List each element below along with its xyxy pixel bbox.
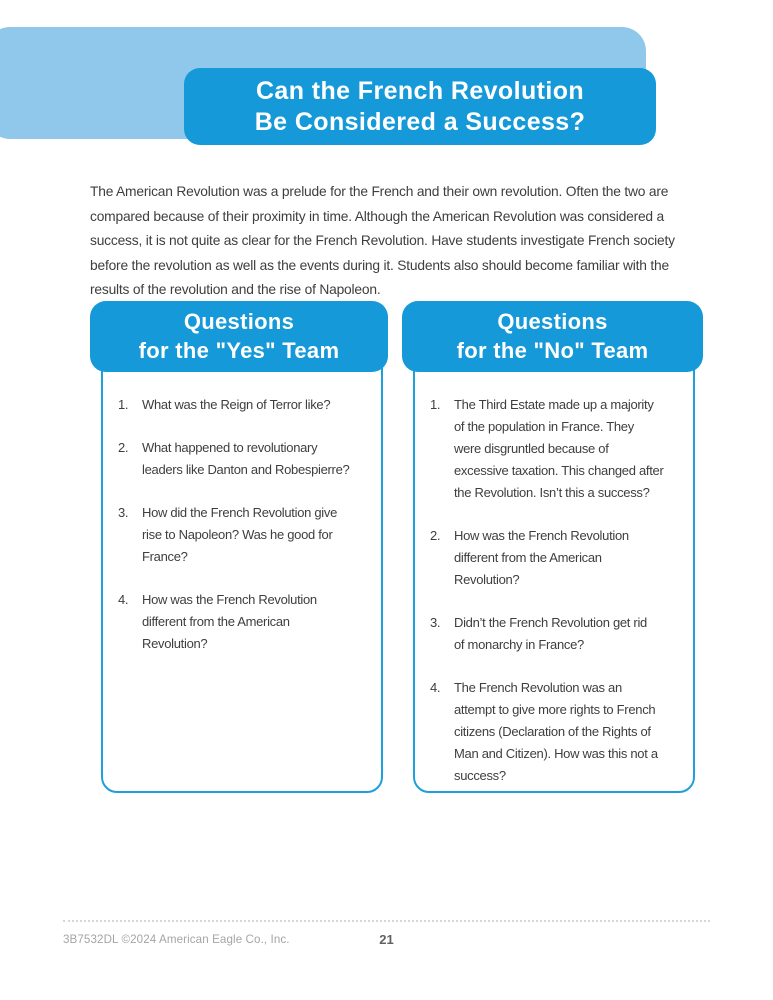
question-number: 1. — [118, 397, 129, 412]
intro-paragraph — [90, 180, 675, 303]
yes-team-header-line2: for the "Yes" Team — [138, 337, 340, 363]
question-line: leaders like Danton and Robespierre? — [142, 462, 350, 477]
question-line: How did the French Revolution give — [142, 505, 338, 520]
question-text — [454, 394, 687, 504]
question-line: What was the Reign of Terror like? — [142, 397, 331, 412]
title-banner — [184, 68, 656, 145]
question-item — [118, 394, 375, 416]
footer-copyright: 3B7532DL ©2024 American Eagle Co., Inc. — [63, 933, 290, 946]
question-number: 3. — [118, 505, 129, 520]
no-team-header — [402, 301, 703, 372]
intro-line: before the revolution as well as the events during it. Students also should become familiar with the — [90, 257, 669, 273]
question-item — [430, 394, 687, 504]
page-title-line2: Be Considered a Success? — [254, 107, 586, 136]
question-item — [118, 502, 375, 568]
yes-team-header — [90, 301, 388, 372]
question-text — [454, 612, 687, 656]
no-team-header-line2: for the "No" Team — [456, 337, 649, 363]
question-text — [142, 502, 375, 568]
question-line: The French Revolution was an — [454, 680, 622, 695]
question-text — [142, 589, 375, 655]
question-number: 2. — [118, 440, 129, 455]
question-line: France? — [142, 549, 188, 564]
question-line: the Revolution. Isn’t this a success? — [454, 485, 650, 500]
question-number: 2. — [430, 528, 441, 543]
intro-line: The American Revolution was a prelude for the French and their own revolution. Often the two are — [90, 184, 669, 199]
page-number: 21 — [379, 932, 394, 947]
question-line: were disgruntled because of — [454, 441, 609, 456]
question-text — [454, 677, 687, 787]
question-item — [430, 612, 687, 656]
question-line: How was the French Revolution — [454, 528, 629, 543]
question-number: 3. — [430, 615, 441, 630]
no-team-header-line1: Questions — [497, 309, 608, 334]
yes-team-header-line1: Questions — [183, 309, 295, 334]
yes-team-question-list — [101, 338, 383, 793]
footer-divider — [63, 920, 710, 922]
intro-line: success, it is not quite as clear for the French Revolution. Have students investigate French society — [90, 233, 675, 249]
question-line: different from the American — [454, 550, 602, 565]
question-line: How was the French Revolution — [142, 592, 317, 607]
question-line: excessive taxation. This changed after — [454, 463, 664, 478]
intro-line: results of the revolution and the rise of Napoleon. — [90, 282, 381, 298]
question-line: of monarchy in France? — [454, 637, 584, 652]
question-text — [142, 437, 375, 481]
question-item — [118, 437, 375, 481]
question-line: success? — [454, 768, 506, 783]
question-line: Didn’t the French Revolution get rid — [454, 615, 647, 630]
no-team-question-list — [413, 338, 695, 793]
question-number: 4. — [118, 592, 129, 607]
question-line: citizens (Declaration of the Rights of — [454, 724, 651, 739]
question-line: rise to Napoleon? Was he good for — [142, 527, 333, 542]
question-item — [430, 525, 687, 591]
question-item — [118, 589, 375, 655]
question-number: 4. — [430, 680, 441, 695]
question-line: of the population in France. They — [454, 419, 634, 434]
question-line: Revolution? — [142, 636, 208, 651]
question-number: 1. — [430, 397, 441, 412]
question-line: Man and Citizen). How was this not a — [454, 746, 658, 761]
intro-line: compared because of their proximity in time. Although the American Revolution was considered a — [90, 208, 665, 224]
page-title-line1: Can the French Revolution — [255, 76, 585, 105]
question-line: different from the American — [142, 614, 290, 629]
question-line: Revolution? — [454, 572, 520, 587]
question-line: What happened to revolutionary — [142, 440, 318, 455]
question-text — [142, 394, 375, 416]
question-line: attempt to give more rights to French — [454, 702, 656, 717]
question-line: The Third Estate made up a majority — [454, 397, 654, 412]
question-item — [430, 677, 687, 787]
question-text — [454, 525, 687, 591]
